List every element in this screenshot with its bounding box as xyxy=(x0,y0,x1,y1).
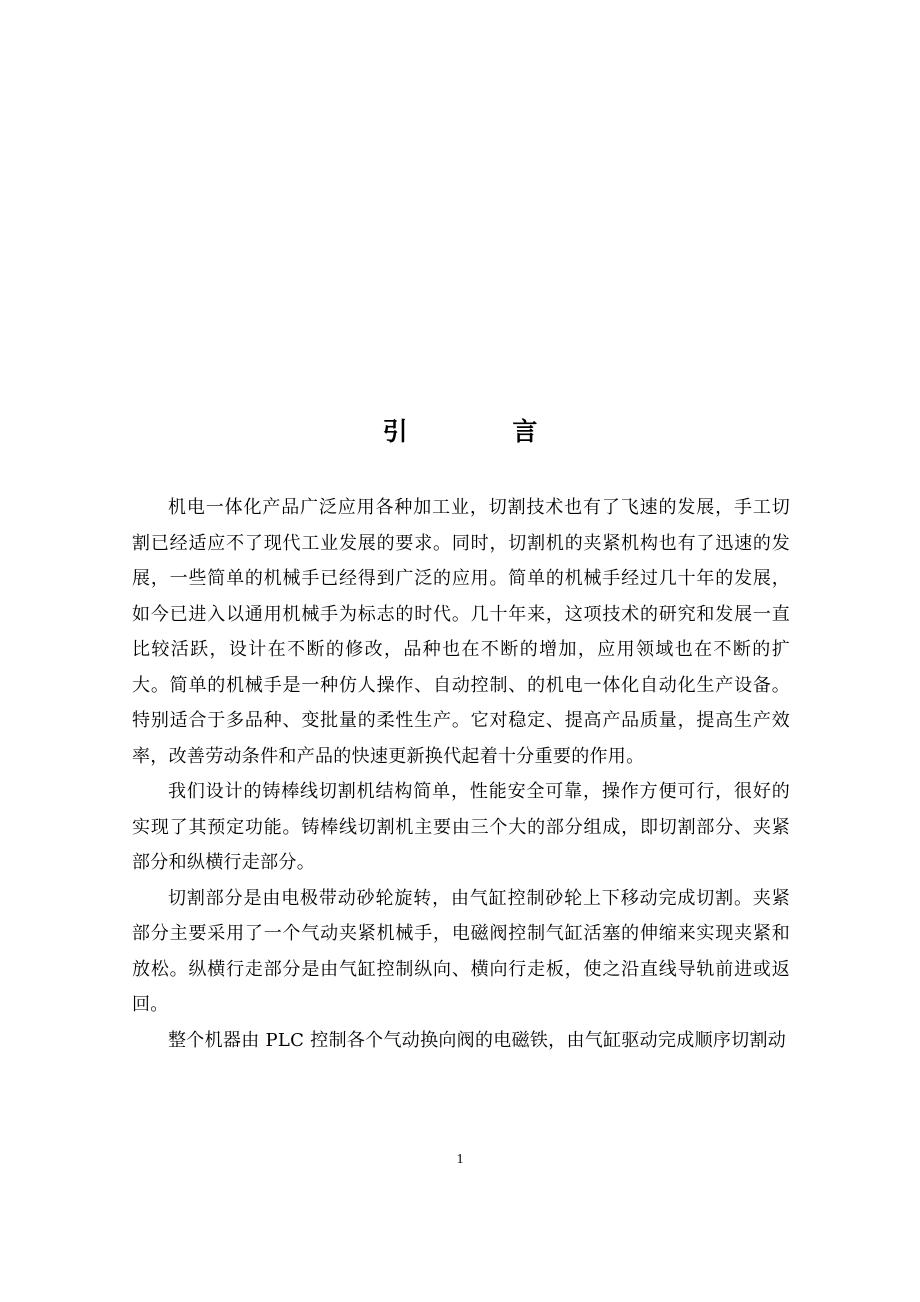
paragraph-1: 机电一体化产品广泛应用各种加工业，切割技术也有了飞速的发展，手工切割已经适应不了现代工业发展的要求。同时，切割机的夹紧机构也有了迅速的发展，一些简单的机械手已经得到广泛的应用。简单的机械手经过几十年的发展，如今已进入以通用机械手为标志的时代。几十年来，这项技术的研究和发展一直比较活跃，设计在不断的修改，品种也在不断的增加，应用领域也在不断的扩大。简单的机械手是一种仿人操作、自动控制、的机电一体化自动化生产设备。特别适合于多品种、变批量的柔性生产。它对稳定、提高产品质量，提高生产效率，改善劳动条件和产品的快速更新换代起着十分重要的作用。 xyxy=(132,497,790,767)
paragraph-4: 整个机器由 PLC 控制各个气动换向阀的电磁铁，由气缸驱动完成顺序切割动 xyxy=(168,1029,787,1051)
section-title: 引 言 xyxy=(382,417,586,446)
body-text xyxy=(132,490,790,1058)
page-number: 1 xyxy=(456,1152,464,1167)
paragraph-3: 切割部分是由电极带动砂轮旋转，由气缸控制砂轮上下移动完成切割。夹紧部分主要采用了一个气动夹紧机械手，电磁阀控制气缸活塞的伸缩来实现夹紧和放松。纵横行走部分是由气缸控制纵向、横向行走板，使之沿直线导轨前进或返回。 xyxy=(132,887,790,1015)
paragraph-2: 我们设计的铸棒线切割机结构简单，性能安全可靠，操作方便可行，很好的实现了其预定功能。铸棒线切割机主要由三个大的部分组成，即切割部分、夹紧部分和纵横行走部分。 xyxy=(132,781,790,873)
